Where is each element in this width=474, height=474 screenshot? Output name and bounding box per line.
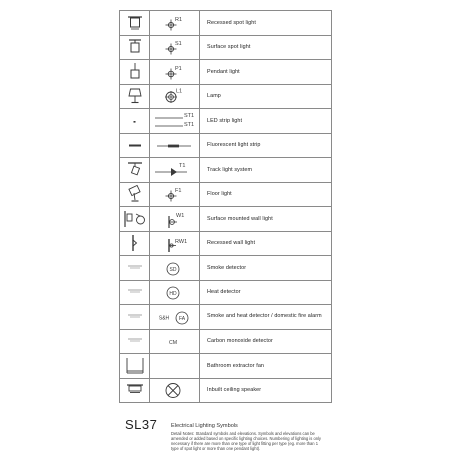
plan-cell [120,231,150,256]
symbol-cell [150,305,200,330]
smoke-heat-detector-symbol-icon [151,306,199,328]
legend-row [120,207,332,232]
smoke-heat-detector-plan-icon [121,306,149,328]
floor-light-plan-icon [121,183,149,205]
symbol-description: Track light system [200,158,332,183]
plan-cell [120,35,150,60]
floor-light-symbol-icon [151,183,199,205]
symbol-cell [150,207,200,232]
tag-st1-lower: ST1 [183,121,194,128]
symbol-cell [150,133,200,158]
legend-row [120,305,332,330]
symbol-cell [150,11,200,36]
legend-row [120,280,332,305]
legend-row [120,354,332,379]
legend-row [120,60,332,85]
plan-cell [120,354,150,379]
label-sd: SD [169,266,176,273]
plan-cell [120,182,150,207]
surface-spot-light-plan-icon [121,36,149,58]
symbol-description: Inbuilt ceiling speaker [200,378,332,403]
plan-cell [120,280,150,305]
symbol-description: Carbon monoxide detector [200,329,332,354]
plan-cell [120,11,150,36]
tag-p1: P1 [174,65,182,72]
plan-cell [120,158,150,183]
legend-row [120,231,332,256]
surface-wall-light-symbol-icon [151,208,199,230]
ceiling-speaker-symbol-icon [151,379,199,401]
symbol-description: Bathroom extractor fan [200,354,332,379]
legend-row [120,378,332,403]
drawing-title: Electrical Lighting Symbols [171,423,238,429]
label-sh: S&H [158,315,169,322]
label-cm: CM [168,340,177,347]
co-detector-plan-icon [121,330,149,352]
track-light-symbol-icon [151,159,199,181]
surface-spot-light-symbol-icon [151,36,199,58]
recessed-spot-light-symbol-icon [151,12,199,34]
label-fa: FA [178,315,185,322]
pendant-light-plan-icon [121,61,149,83]
symbol-description: Smoke detector [200,256,332,281]
symbol-description: Fluorescent light strip [200,133,332,158]
recessed-spot-light-plan-icon [121,12,149,34]
plan-cell [120,84,150,109]
symbol-description: Smoke and heat detector / domestic fire alarm [200,305,332,330]
symbol-description: Recessed spot light [200,11,332,36]
co-detector-symbol-icon [151,330,199,352]
led-strip-plan-icon [121,110,149,132]
heat-detector-symbol-icon [151,281,199,303]
legend-row [120,182,332,207]
symbol-cell [150,231,200,256]
led-strip-symbol-icon [151,110,199,132]
fluorescent-strip-plan-icon [121,134,149,156]
plan-cell [120,207,150,232]
symbol-cell [150,158,200,183]
legend-row [120,256,332,281]
plan-cell [120,133,150,158]
tag-l1: L1 [175,88,182,95]
plan-cell [120,329,150,354]
symbol-description: Floor light [200,182,332,207]
label-hd: HD [168,291,177,298]
heat-detector-plan-icon [121,281,149,303]
symbol-cell [150,109,200,134]
legend-row [120,133,332,158]
symbol-description: Heat detector [200,280,332,305]
tag-s1: S1 [174,41,182,48]
tag-r1: R1 [174,16,182,23]
plan-cell [120,305,150,330]
symbol-cell [150,84,200,109]
tag-st1-upper: ST1 [183,112,194,119]
symbol-description: LED strip light [200,109,332,134]
recessed-wall-light-symbol-icon [151,232,199,254]
symbol-cell [150,256,200,281]
symbol-description: Pendant light [200,60,332,85]
recessed-wall-light-plan-icon [121,232,149,254]
plan-cell [120,378,150,403]
legend-row [120,35,332,60]
drawing-code: SL37 [125,417,158,432]
smoke-detector-plan-icon [121,257,149,279]
symbol-legend-table [119,10,332,403]
symbol-description: Surface mounted wall light [200,207,332,232]
symbol-cell [150,329,200,354]
symbol-cell [150,378,200,403]
symbol-description: Surface spot light [200,35,332,60]
legend-row [120,329,332,354]
tag-f1: F1 [174,188,181,195]
track-light-plan-icon [121,159,149,181]
detail-notes: Detail Notes: Standard symbols and elevations. Symbols and elevations can be amended or added based on specific lighting choices. Numbering of lighting is only necessary if there are more than one type of light fitting per type (eg. more than 1 type of spot light or more than one pendant light). [171,431,321,451]
symbol-cell [150,35,200,60]
pendant-light-symbol-icon [151,61,199,83]
smoke-detector-symbol-icon [151,257,199,279]
lamp-symbol-icon [151,85,199,107]
extractor-fan-symbol-icon [151,355,199,377]
symbol-cell [150,60,200,85]
plan-cell [120,60,150,85]
symbol-description: Recessed wall light [200,231,332,256]
symbol-description: Lamp [200,84,332,109]
ceiling-speaker-plan-icon [121,379,149,401]
legend-row [120,158,332,183]
plan-cell [120,256,150,281]
tag-rw1: RW1 [174,239,187,246]
legend-row [120,109,332,134]
tag-t1: T1 [178,162,185,169]
lamp-plan-icon [121,85,149,107]
extractor-fan-plan-icon [121,355,149,377]
symbol-cell [150,182,200,207]
fluorescent-strip-symbol-icon [151,134,199,156]
symbol-cell [150,354,200,379]
tag-w1: W1 [175,212,184,219]
legend-row [120,84,332,109]
legend-row [120,11,332,36]
surface-wall-light-plan-icon [121,208,149,230]
plan-cell [120,109,150,134]
symbol-cell [150,280,200,305]
